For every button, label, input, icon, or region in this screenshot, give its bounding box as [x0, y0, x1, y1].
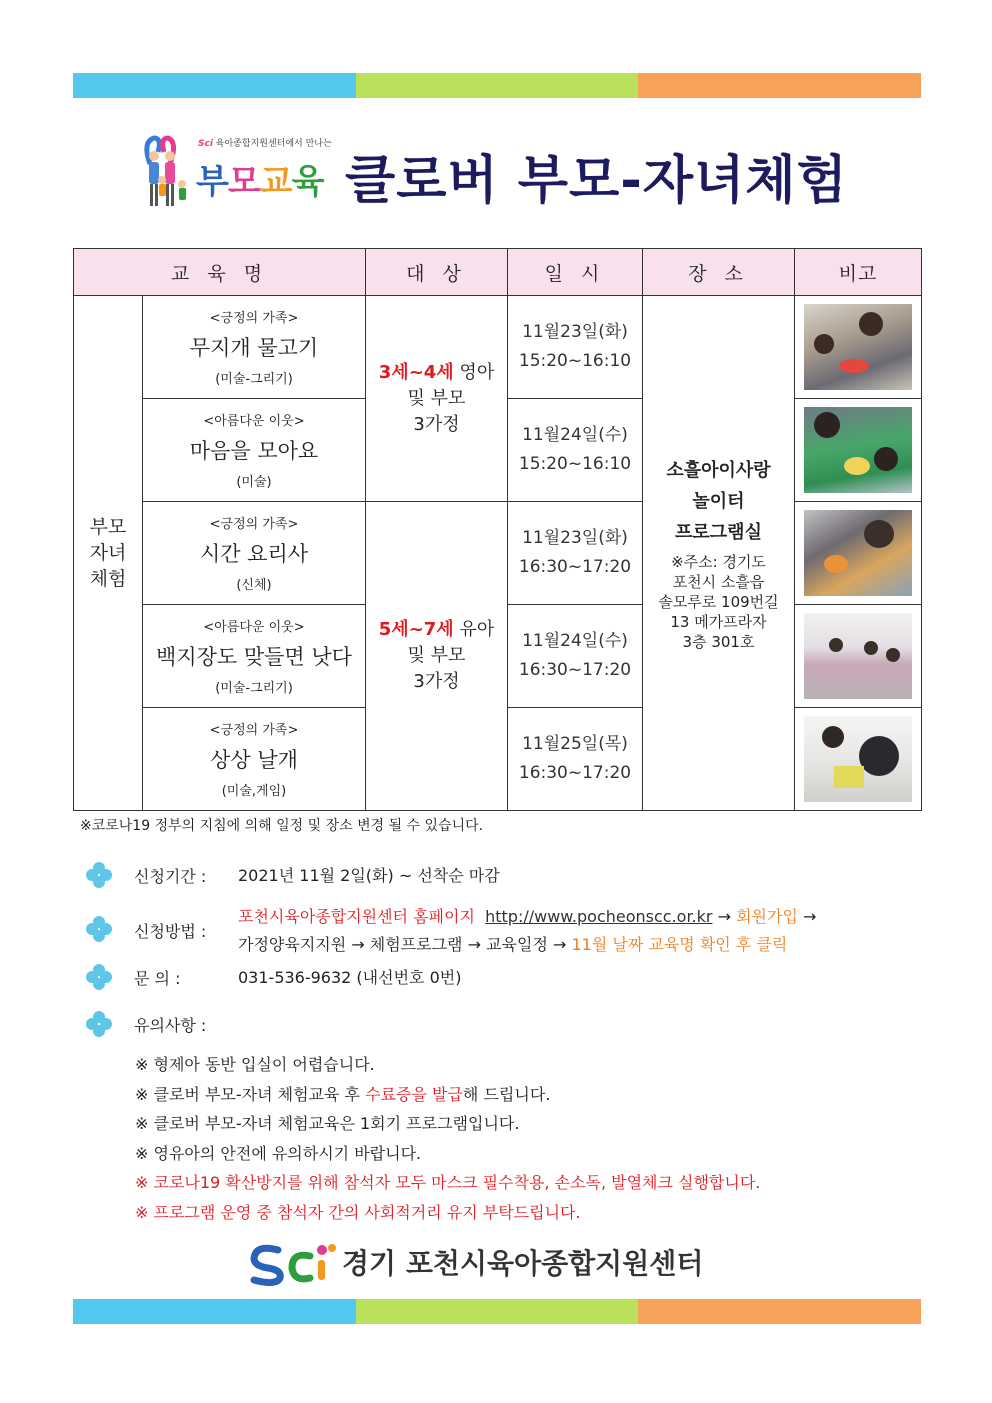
footer-org-name: 경기 포천시육아종합지원센터: [342, 1247, 704, 1280]
program-name: 시간 요리사: [199, 542, 309, 566]
header: [140, 130, 900, 215]
target-cell: 3세~4세 영아 및 부모 3가정: [366, 296, 508, 502]
target-cell: 5세~7세 유아 및 부모 3가정: [366, 502, 508, 811]
sci-logo-icon: [248, 1240, 340, 1286]
header-remarks: 비고: [795, 249, 922, 296]
program-cell: <긍정의 가족> 무지개 물고기 (미술-그리기): [143, 296, 366, 399]
page-title: 클로버 부모-자녀체험: [345, 151, 848, 211]
date-cell: 11월23일(화) 16:30~17:20: [508, 502, 643, 605]
photo-cell: [795, 502, 922, 605]
clover-icon: [86, 964, 112, 990]
date-cell: 11월24일(수) 16:30~17:20: [508, 605, 643, 708]
footer: [248, 1238, 768, 1288]
bottom-color-stripe: [73, 1299, 921, 1324]
parent-education-logo-figures: [140, 134, 200, 212]
place-cell: 소흘아이사랑 놀이터 프로그램실 ※주소: 경기도 포천시 소흘읍 솔모루로 109번길 13 메가프라자 3층 301호: [643, 296, 795, 811]
program-cell: <아름다운 이웃> 마음을 모아요 (미술): [143, 399, 366, 502]
header-target: 대 상: [366, 249, 508, 296]
photo-parent-child-cooking: [804, 510, 912, 596]
program-name: 무지개 물고기: [189, 336, 319, 360]
photo-children-playmat: [804, 407, 912, 493]
covid-notice: ※코로나19 정부의 지침에 의해 일정 및 장소 변경 될 수 있습니다.: [80, 818, 484, 834]
date-cell: 11월23일(화) 15:20~16:10: [508, 296, 643, 399]
photo-cell: [795, 708, 922, 811]
clover-icon: [86, 916, 112, 942]
caution-item: ※ 코로나19 확산방지를 위해 참석자 모두 마스크 필수착용, 손소독, 발열체크 실행합니다.: [135, 1173, 761, 1192]
photo-cell: [795, 296, 922, 399]
category-cell: 부모 자녀 체험: [74, 296, 143, 811]
header-program: 교 육 명: [74, 249, 366, 296]
table-row: [74, 502, 922, 605]
caution-item: ※ 영유아의 안전에 유의하시기 바랍니다.: [135, 1143, 422, 1163]
logo-text: 부모교육: [196, 162, 324, 202]
program-cell: <긍정의 가족> 상상 날개 (미술,게임): [143, 708, 366, 811]
photo-group-activity: [804, 613, 912, 699]
header-datetime: 일 시: [508, 249, 643, 296]
photo-family-craft: [804, 304, 912, 390]
program-cell: <아름다운 이웃> 백지장도 맞들면 낫다 (미술-그리기): [143, 605, 366, 708]
program-name: 백지장도 맞들면 낫다: [156, 645, 352, 669]
photo-cell: [795, 399, 922, 502]
date-cell: 11월25일(목) 16:30~17:20: [508, 708, 643, 811]
caution-item: ※ 형제아 동반 입실이 어렵습니다.: [135, 1055, 375, 1074]
caution-item: ※ 클로버 부모-자녀 체험교육 후 수료증을 발급해 드립니다.: [135, 1084, 551, 1104]
top-color-stripe: [73, 73, 921, 98]
table-row: [74, 296, 922, 399]
header-place: 장 소: [643, 249, 795, 296]
caution-item: ※ 클로버 부모-자녀 체험교육은 1회기 프로그램입니다.: [135, 1114, 520, 1133]
program-cell: <긍정의 가족> 시간 요리사 (신체): [143, 502, 366, 605]
clover-icon: [86, 1011, 112, 1037]
photo-cell: [795, 605, 922, 708]
homepage-link[interactable]: http://www.pocheonscc.or.kr: [485, 907, 713, 926]
program-name: 마음을 모아요: [189, 439, 319, 463]
schedule-table: [73, 248, 922, 811]
clover-icon: [86, 862, 112, 888]
program-name: 상상 날개: [210, 748, 298, 772]
caution-list: [135, 1050, 760, 1227]
table-header-row: [74, 249, 922, 296]
date-cell: 11월24일(수) 15:20~16:10: [508, 399, 643, 502]
caution-item: ※ 프로그램 운영 중 참석자 간의 사회적거리 유지 부탁드립니다.: [135, 1202, 581, 1222]
logo-tagline: Sci 육아종합지원센터에서 만나는: [198, 139, 332, 149]
photo-child-boxes: [804, 716, 912, 802]
